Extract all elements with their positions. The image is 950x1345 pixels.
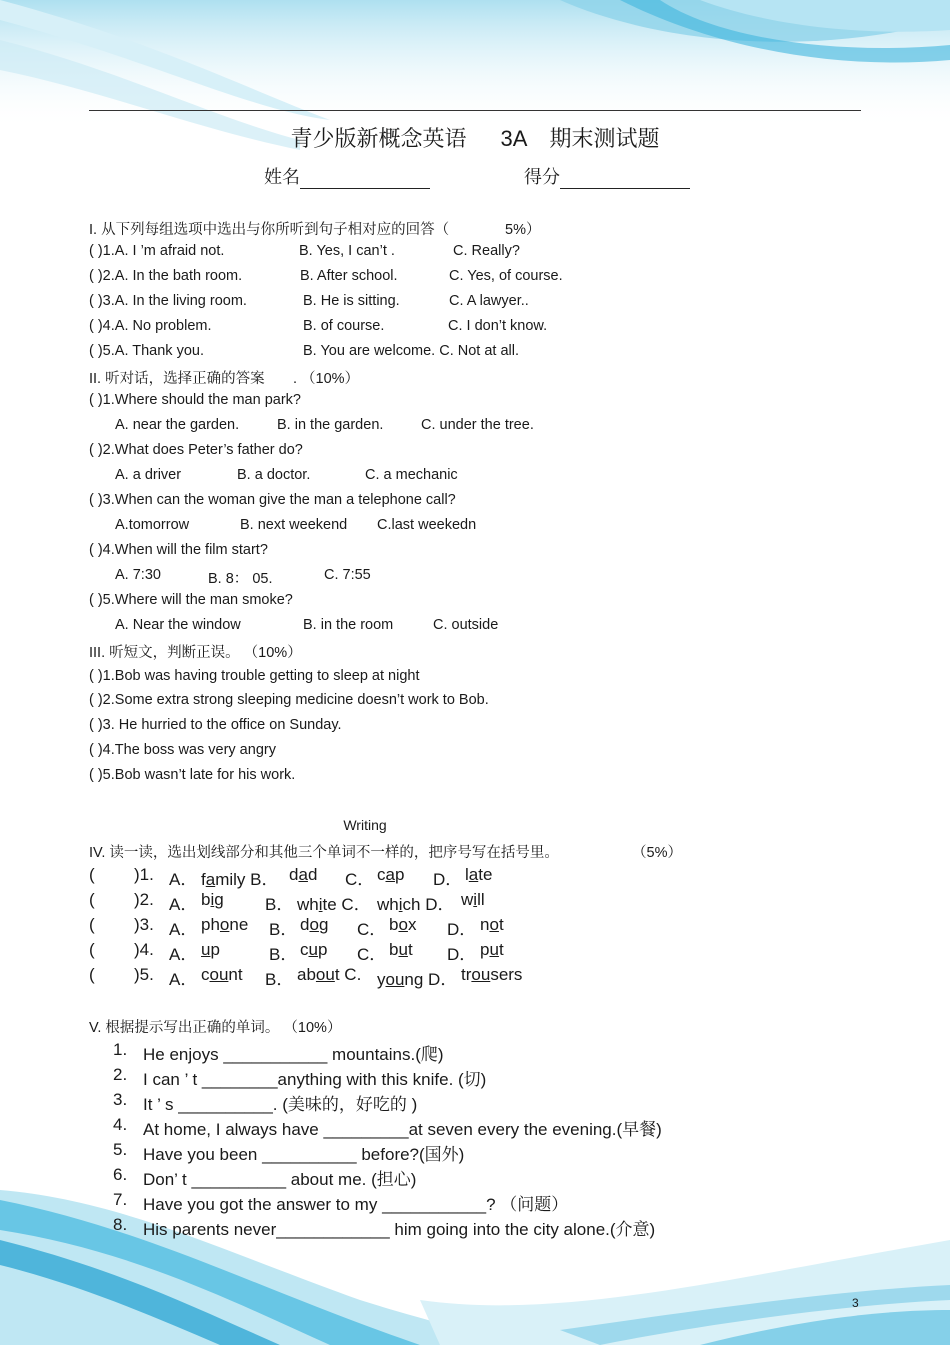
question-row (89, 293, 529, 309)
underlined-letters: ou (315, 965, 335, 984)
word-option (201, 865, 278, 890)
option-a: A. a driver (115, 467, 182, 483)
word-prefix: c (377, 865, 386, 884)
answer-paren: ( (89, 890, 95, 909)
word-prefix: l (465, 865, 469, 884)
word-suffix: te C． (322, 895, 371, 914)
word-suffix: d (307, 865, 318, 884)
underlined-letters: o (489, 915, 499, 934)
word-suffix: p (394, 865, 405, 884)
phonics-row (89, 965, 569, 987)
word-suffix: p (210, 940, 220, 959)
title-text: 青少版新概念英语 (290, 127, 467, 152)
option-label: C． (357, 945, 387, 964)
option-c: C. under the tree. (421, 417, 534, 433)
option-label: B． (265, 970, 294, 989)
word-suffix: mily B． (215, 870, 279, 889)
item-number: 4. (113, 1115, 128, 1134)
name-field (264, 163, 430, 189)
word-option (300, 915, 328, 935)
option-b: B. a doctor. (237, 467, 311, 483)
statement-row: ( )3. He hurried to the office on Sunday. (89, 717, 342, 733)
underlined-letters: i (398, 895, 403, 914)
option-a: ( )4.A. No problem. (89, 318, 212, 334)
word-suffix: p (317, 940, 328, 959)
word-option (480, 915, 504, 935)
word-prefix: n (480, 915, 490, 934)
option-label: C． (345, 870, 375, 889)
word-prefix: b (389, 915, 399, 934)
word-suffix: te (478, 865, 493, 884)
question-row: ( )1.Where should the man park? (89, 392, 301, 408)
section-1-heading-text: I. 从下列每组选项中选出与你所听到句子相对应的回答（ (89, 222, 450, 238)
word-option (297, 890, 371, 915)
word-suffix: t C. (334, 965, 362, 984)
option-c: C. I don’t know. (448, 318, 548, 334)
word-suffix: sers (490, 965, 523, 984)
title-level: 3A (500, 126, 528, 151)
option-b: B. next weekend (240, 517, 348, 533)
section-4-heading-text: IV. 读一读，选出划线部分和其他三个单词不一样的，把序号写在括号里。 (89, 845, 559, 861)
underlined-letters: ou (385, 970, 405, 989)
word-prefix: c (201, 965, 210, 984)
writing-label: Writing (343, 817, 387, 833)
question-row: ( )5.Where will the man smoke? (89, 592, 293, 608)
underlined-letters: u (308, 940, 318, 959)
word-prefix: d (300, 915, 310, 934)
option-b: B. in the garden. (277, 417, 384, 433)
word-option (201, 940, 220, 960)
word-suffix: ne (229, 915, 249, 934)
underlined-letters: o (309, 915, 319, 934)
word-prefix: ph (201, 915, 220, 934)
underlined-letters: o (219, 915, 230, 934)
question-row: ( )4.When will the film start? (89, 542, 268, 558)
option-label: A． (169, 945, 198, 964)
option-b: B. He is sitting. (303, 293, 400, 309)
word-suffix: ng D． (404, 970, 458, 989)
word-suffix: nt (228, 965, 243, 984)
option-label: A． (169, 920, 198, 939)
fill-in-sentence[interactable]: His parents never____________ him going into the city alone.(介意) (143, 1220, 656, 1239)
section-2-heading (89, 367, 360, 388)
option-b: B. You are welcome. C. Not at all. (303, 343, 519, 359)
underlined-letters: u (398, 940, 408, 959)
option-b: B. After school. (300, 268, 398, 284)
question-row (89, 243, 520, 259)
option-c: C. a mechanic (365, 467, 458, 483)
word-option (289, 865, 317, 885)
option-a: ( )2.A. In the bath room. (89, 268, 243, 284)
option-a: A. near the garden. (115, 417, 240, 433)
word-prefix: d (289, 865, 299, 884)
word-suffix: ll (477, 890, 485, 909)
option-a: ( )5.A. Thank you. (89, 343, 204, 359)
option-c: C. Yes, of course. (449, 268, 563, 284)
score-blank[interactable] (560, 170, 690, 189)
option-label: D． (447, 945, 477, 964)
option-label: D． (447, 920, 477, 939)
item-number: 7. (113, 1190, 128, 1209)
word-prefix: wh (297, 895, 319, 914)
option-label: A． (169, 895, 198, 914)
word-option (201, 890, 224, 910)
word-prefix: y (377, 970, 386, 989)
word-suffix: g (214, 890, 224, 909)
item-number: 2. (113, 1065, 128, 1084)
word-option (377, 890, 454, 915)
score-field (524, 163, 690, 189)
statement-row: ( )2.Some extra strong sleeping medicine doesn’t work to Bob. (89, 692, 489, 708)
section-3-heading: III. 听短文，判断正误。 （10%） (89, 645, 302, 661)
option-c: C. 7:55 (324, 567, 371, 583)
section-1-points: 5%） (505, 222, 541, 238)
option-c: C. Really? (453, 243, 520, 259)
title-suffix: 期末测试题 (549, 127, 660, 152)
word-prefix: b (389, 940, 399, 959)
underlined-letters: u (201, 940, 211, 959)
option-label: D． (433, 870, 463, 889)
option-c: C. A lawyer.. (449, 293, 529, 309)
score-label: 得分 (524, 167, 560, 188)
option-label: B． (265, 895, 294, 914)
underlined-letters: a (385, 865, 395, 884)
word-option (389, 940, 413, 960)
fill-in-sentence[interactable]: Don’ t __________ about me. (担心) (143, 1170, 417, 1189)
phonics-row (89, 865, 569, 887)
word-suffix: t (407, 940, 413, 959)
item-number: 3. (113, 1090, 128, 1109)
fill-in-sentence[interactable]: It ’ s __________. (美味的，好吃的 ) (143, 1095, 418, 1114)
word-prefix: tr (461, 965, 472, 984)
word-option (297, 965, 361, 985)
underlined-letters: u (489, 940, 499, 959)
item-number: )4. (134, 940, 154, 959)
word-option (300, 940, 327, 960)
word-suffix: x (407, 915, 417, 934)
name-blank[interactable] (300, 170, 430, 189)
option-label: A． (169, 870, 198, 889)
fill-in-sentence[interactable]: He enjoys ___________ mountains.(爬) (143, 1045, 444, 1064)
phonics-row (89, 890, 569, 912)
name-label: 姓名 (264, 167, 300, 188)
option-label: A． (169, 970, 198, 989)
statement-row: ( )1.Bob was having trouble getting to sleep at night (89, 668, 420, 684)
option-b: B. of course. (303, 318, 385, 334)
statement-row: ( )4.The boss was very angry (89, 742, 276, 758)
option-b: B. 8： 05. (208, 571, 273, 587)
answer-paren: ( (89, 940, 95, 959)
option-a: A. Near the window (115, 617, 241, 633)
answer-paren: ( (89, 915, 95, 934)
page-number: 3 (852, 1296, 859, 1310)
word-option (389, 915, 416, 935)
word-prefix: p (480, 940, 490, 959)
word-option (465, 865, 492, 885)
fill-in-sentence[interactable]: At home, I always have _________at seven every the evening.(早餐) (143, 1120, 662, 1139)
option-c: C. outside (433, 617, 499, 633)
underlined-letters: i (318, 895, 323, 914)
option-a: A. 7:30 (115, 567, 161, 583)
word-prefix: w (461, 890, 474, 909)
option-c: C.last weekedn (377, 517, 477, 533)
item-number: )1. (134, 865, 154, 884)
option-a: A.tomorrow (115, 517, 190, 533)
word-suffix: t (498, 940, 504, 959)
word-prefix: f (201, 870, 206, 889)
statement-row: ( )5.Bob wasn’t late for his work. (89, 767, 296, 783)
word-suffix: g (318, 915, 329, 934)
question-row (89, 318, 548, 334)
header-rule (89, 110, 861, 111)
fill-in-sentence[interactable]: Have you been __________ before?(国外) (143, 1145, 465, 1164)
word-suffix: ch D． (402, 895, 455, 914)
underlined-letters: a (205, 870, 216, 889)
word-option (201, 965, 243, 985)
section-4-points: （5%） (632, 845, 682, 861)
item-number: 6. (113, 1165, 128, 1184)
fill-in-sentence[interactable]: Have you got the answer to my ___________? （问题） (143, 1195, 569, 1214)
fill-in-sentence[interactable]: I can ’ t ________anything with this knife. (切) (143, 1070, 487, 1089)
underlined-letters: ou (471, 965, 491, 984)
underlined-letters: o (398, 915, 408, 934)
item-number: 5. (113, 1140, 128, 1159)
option-label: B． (269, 920, 298, 939)
underlined-letters: i (210, 890, 215, 909)
item-number: )2. (134, 890, 154, 909)
underlined-letters: a (468, 865, 479, 884)
question-row (89, 268, 563, 284)
word-prefix: wh (377, 895, 399, 914)
question-row: ( )3.When can the woman give the man a telephone call? (89, 492, 456, 508)
question-row (89, 343, 519, 359)
section-1-heading (89, 218, 541, 239)
section-4-heading (89, 841, 682, 862)
underlined-letters: a (298, 865, 308, 884)
word-option (377, 865, 404, 885)
phonics-row (89, 940, 569, 962)
answer-paren: ( (89, 965, 95, 984)
word-option (461, 965, 522, 985)
underlined-letters: i (473, 890, 478, 909)
section-5-heading: V. 根据提示写出正确的单词。 （10%） (89, 1020, 342, 1036)
answer-paren: ( (89, 865, 95, 884)
section-2-heading-text: II. 听对话，选择正确的答案 (89, 371, 265, 387)
page-title (0, 122, 950, 153)
underlined-letters: ou (209, 965, 229, 984)
word-option (377, 965, 457, 990)
item-number: 8. (113, 1215, 128, 1234)
word-prefix: c (300, 940, 309, 959)
word-prefix: ab (297, 965, 316, 984)
option-b: B. Yes, I can’t . (299, 243, 395, 259)
word-suffix: t (498, 915, 504, 934)
question-row: ( )2.What does Peter’s father do? (89, 442, 303, 458)
option-b: B. in the room (303, 617, 394, 633)
item-number: )5. (134, 965, 154, 984)
word-option (461, 890, 485, 910)
word-option (480, 940, 504, 960)
phonics-row (89, 915, 569, 937)
option-label: B． (269, 945, 298, 964)
option-label: C． (357, 920, 387, 939)
word-prefix: b (201, 890, 211, 909)
item-number: )3. (134, 915, 154, 934)
section-2-points: . （10%） (293, 371, 360, 387)
word-option (201, 915, 248, 935)
option-a: ( )3.A. In the living room. (89, 293, 247, 309)
option-a: ( )1.A. I ’m afraid not. (89, 243, 225, 259)
item-number: 1. (113, 1040, 128, 1059)
